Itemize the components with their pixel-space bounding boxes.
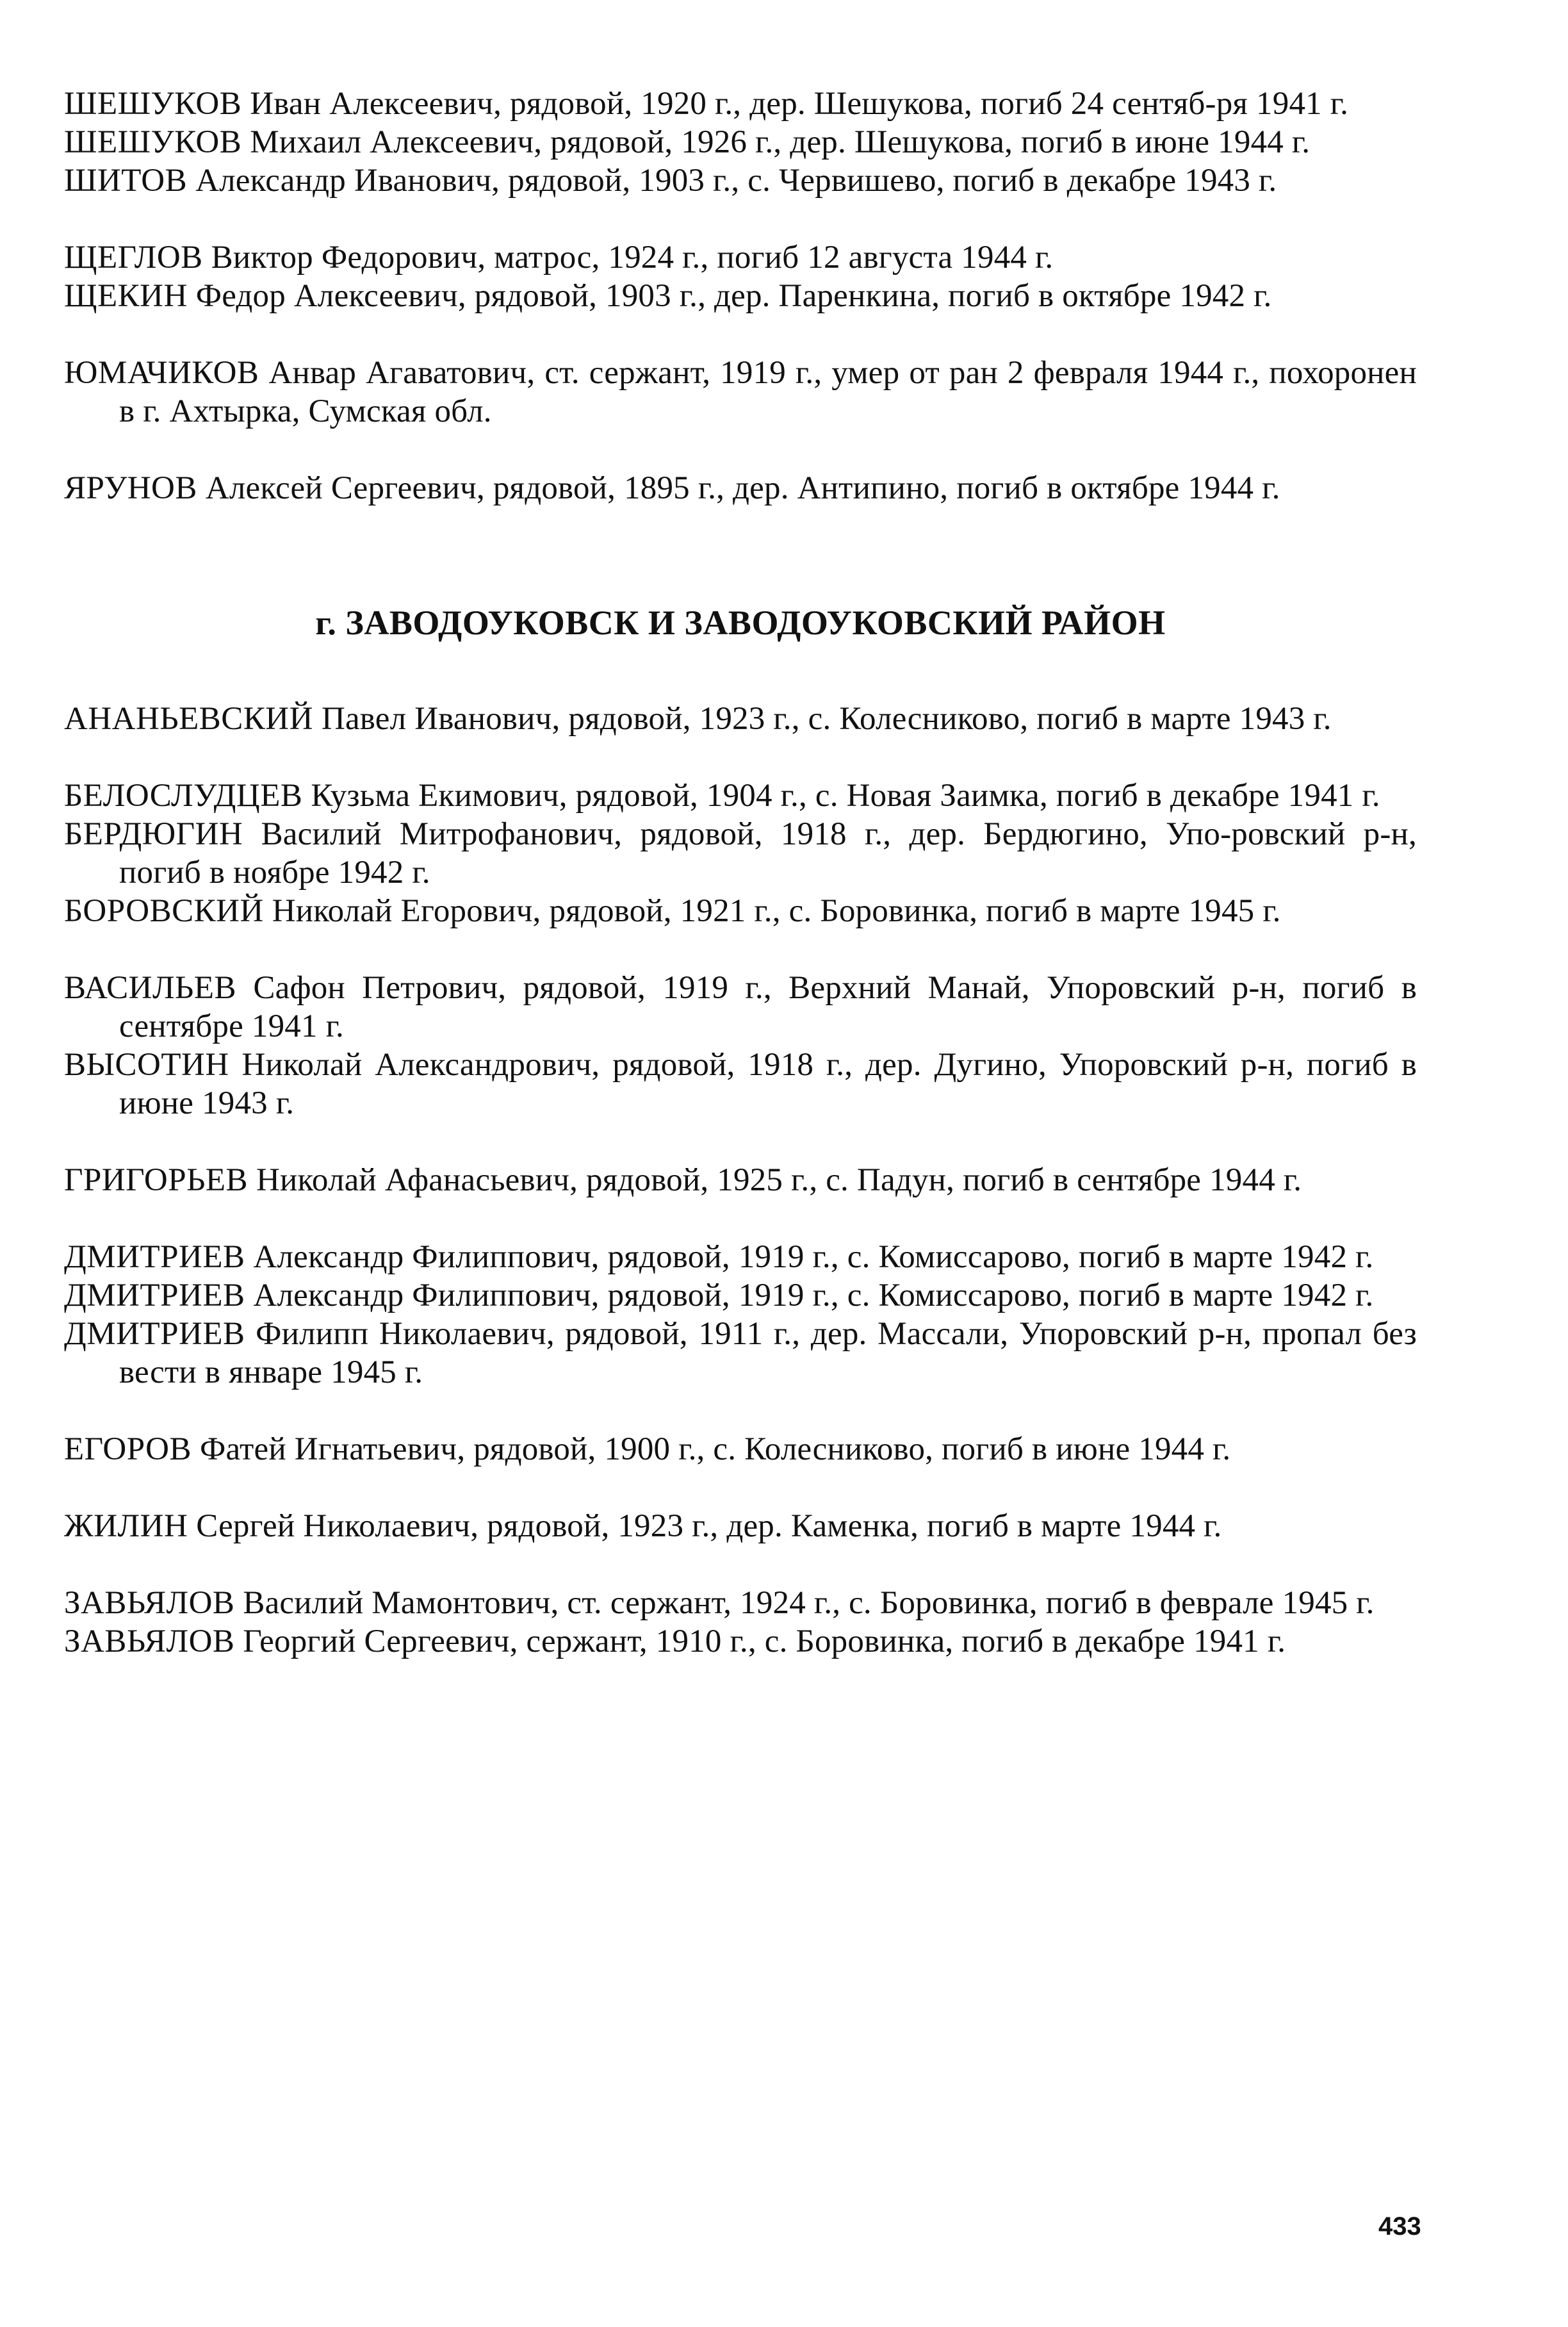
entry-details: Виктор Федорович, матрос, 1924 г., погиб 12 августа 1944 г.	[211, 240, 1054, 275]
entry-surname: ЮМАЧИКОВ	[64, 355, 259, 391]
memorial-entry	[64, 700, 1417, 738]
entry-surname: ЗАВЬЯЛОВ	[64, 1624, 235, 1659]
group-spacer	[64, 1392, 1417, 1430]
group-spacer	[64, 431, 1417, 469]
entry-details: Михаил Алексеевич, рядовой, 1926 г., дер. Шешукова, погиб в июне 1944 г.	[250, 124, 1311, 160]
memorial-entry	[64, 969, 1417, 1046]
group-spacer	[64, 930, 1417, 969]
entry-details: Василий Мамонтович, ст. сержант, 1924 г., с. Боровинка, погиб в феврале 1945 г.	[243, 1585, 1375, 1621]
entry-surname: ШИТОВ	[64, 163, 188, 199]
entry-group	[64, 777, 1417, 930]
entry-surname: БЕРДЮГИН	[64, 816, 243, 852]
memorial-entry	[64, 238, 1417, 277]
entry-surname: ДМИТРИЕВ	[64, 1239, 245, 1275]
entry-surname: ЕГОРОВ	[64, 1431, 192, 1467]
memorial-entry	[64, 1276, 1417, 1315]
entry-surname: ГРИГОРЬЕВ	[64, 1162, 249, 1198]
entry-surname: ЩЕКИН	[64, 278, 188, 314]
entry-surname: ШЕШУКОВ	[64, 86, 242, 122]
entry-details: Алексей Сергеевич, рядовой, 1895 г., дер. Антипино, погиб в октябре 1944 г.	[205, 470, 1280, 506]
entries-list-zavodoukovsk	[64, 700, 1417, 1661]
page-number: 433	[1378, 2212, 1421, 2241]
entry-surname: ЩЕГЛОВ	[64, 240, 203, 275]
entry-details: Александр Иванович, рядовой, 1903 г., с. Червишево, погиб в декабре 1943 г.	[195, 163, 1277, 199]
group-spacer	[64, 738, 1417, 777]
memorial-entry	[64, 469, 1417, 507]
memorial-entry	[64, 892, 1417, 930]
memorial-entry	[64, 85, 1417, 123]
entry-details: Сафон Петрович, рядовой, 1919 г., Верхний Манай, Упоровский р-н, погиб в сентябре 1941 г.	[119, 970, 1417, 1044]
entry-surname: ШЕШУКОВ	[64, 124, 242, 160]
group-spacer	[64, 315, 1417, 354]
entry-surname: БОРОВСКИЙ	[64, 893, 264, 929]
memorial-entry	[64, 354, 1417, 431]
entry-group	[64, 1507, 1417, 1545]
memorial-entry	[64, 1046, 1417, 1122]
entry-surname: ВЫСОТИН	[64, 1047, 229, 1083]
entry-details: Александр Филиппович, рядовой, 1919 г., с. Комиссарово, погиб в марте 1942 г.	[253, 1239, 1374, 1275]
group-spacer	[64, 200, 1417, 238]
entry-details: Кузьма Екимович, рядовой, 1904 г., с. Новая Заимка, погиб в декабре 1941 г.	[311, 778, 1380, 814]
section-heading: г. ЗАВОДОУКОВСК И ЗАВОДОУКОВСКИЙ РАЙОН	[315, 604, 1166, 642]
memorial-entry	[64, 815, 1417, 892]
entry-group	[64, 354, 1417, 431]
group-spacer	[64, 1122, 1417, 1161]
entry-surname: ЖИЛИН	[64, 1508, 188, 1544]
entry-details: Николай Александрович, рядовой, 1918 г., дер. Дугино, Упоровский р-н, погиб в июне 1943 г.	[119, 1047, 1417, 1121]
entry-details: Николай Афанасьевич, рядовой, 1925 г., с. Падун, погиб в сентябре 1944 г.	[256, 1162, 1302, 1198]
memorial-entry	[64, 1238, 1417, 1276]
entries-list-previous-district	[64, 85, 1417, 507]
entry-group	[64, 238, 1417, 315]
entry-group	[64, 1238, 1417, 1392]
entry-details: Георгий Сергеевич, сержант, 1910 г., с. Боровинка, погиб в декабре 1941 г.	[243, 1624, 1286, 1659]
memorial-entry	[64, 277, 1417, 315]
entry-surname: АНАНЬЕВСКИЙ	[64, 701, 313, 737]
document-page	[64, 85, 1417, 1661]
entry-surname: ЯРУНОВ	[64, 470, 197, 506]
group-spacer	[64, 1199, 1417, 1238]
entry-details: Павел Иванович, рядовой, 1923 г., с. Колесниково, погиб в марте 1943 г.	[321, 701, 1332, 737]
group-spacer	[64, 1545, 1417, 1584]
memorial-entry	[64, 1507, 1417, 1545]
memorial-entry	[64, 1315, 1417, 1392]
entry-group	[64, 1161, 1417, 1199]
entry-details: Александр Филиппович, рядовой, 1919 г., с. Комиссарово, погиб в марте 1942 г.	[253, 1278, 1374, 1313]
entry-details: Николай Егорович, рядовой, 1921 г., с. Боровинка, погиб в марте 1945 г.	[272, 893, 1281, 929]
entry-details: Филипп Николаевич, рядовой, 1911 г., дер. Массали, Упоровский р-н, пропал без вести в январе 1945 г.	[119, 1316, 1417, 1390]
memorial-entry	[64, 1622, 1417, 1661]
entry-surname: БЕЛОСЛУДЦЕВ	[64, 778, 303, 814]
memorial-entry	[64, 161, 1417, 200]
entry-details: Василий Митрофанович, рядовой, 1918 г., дер. Бердюгино, Упо-ровский р-н, погиб в ноябре 1942 г.	[119, 816, 1417, 891]
entry-group	[64, 469, 1417, 507]
entry-group	[64, 1430, 1417, 1468]
entry-details: Анвар Агаватович, ст. сержант, 1919 г., умер от ран 2 февраля 1944 г., похоронен в г. Ахтырка, Сумская обл.	[119, 355, 1417, 429]
entry-group	[64, 969, 1417, 1122]
memorial-entry	[64, 777, 1417, 815]
entry-details: Федор Алексеевич, рядовой, 1903 г., дер. Паренкина, погиб в октябре 1942 г.	[195, 278, 1272, 314]
entry-surname: ВАСИЛЬЕВ	[64, 970, 236, 1006]
memorial-entry	[64, 1161, 1417, 1199]
memorial-entry	[64, 123, 1417, 161]
entry-details: Фатей Игнатьевич, рядовой, 1900 г., с. Колесниково, погиб в июне 1944 г.	[199, 1431, 1231, 1467]
entry-surname: ЗАВЬЯЛОВ	[64, 1585, 235, 1621]
entry-group	[64, 85, 1417, 200]
group-spacer	[64, 1468, 1417, 1507]
entry-details: Иван Алексеевич, рядовой, 1920 г., дер. Шешукова, погиб 24 сентяб-ря 1941 г.	[250, 86, 1349, 122]
memorial-entry	[64, 1584, 1417, 1622]
entry-group	[64, 700, 1417, 738]
entry-surname: ДМИТРИЕВ	[64, 1278, 245, 1313]
memorial-entry	[64, 1430, 1417, 1468]
entry-group	[64, 1584, 1417, 1661]
entry-surname: ДМИТРИЕВ	[64, 1316, 245, 1352]
entry-details: Сергей Николаевич, рядовой, 1923 г., дер. Каменка, погиб в марте 1944 г.	[196, 1508, 1222, 1544]
